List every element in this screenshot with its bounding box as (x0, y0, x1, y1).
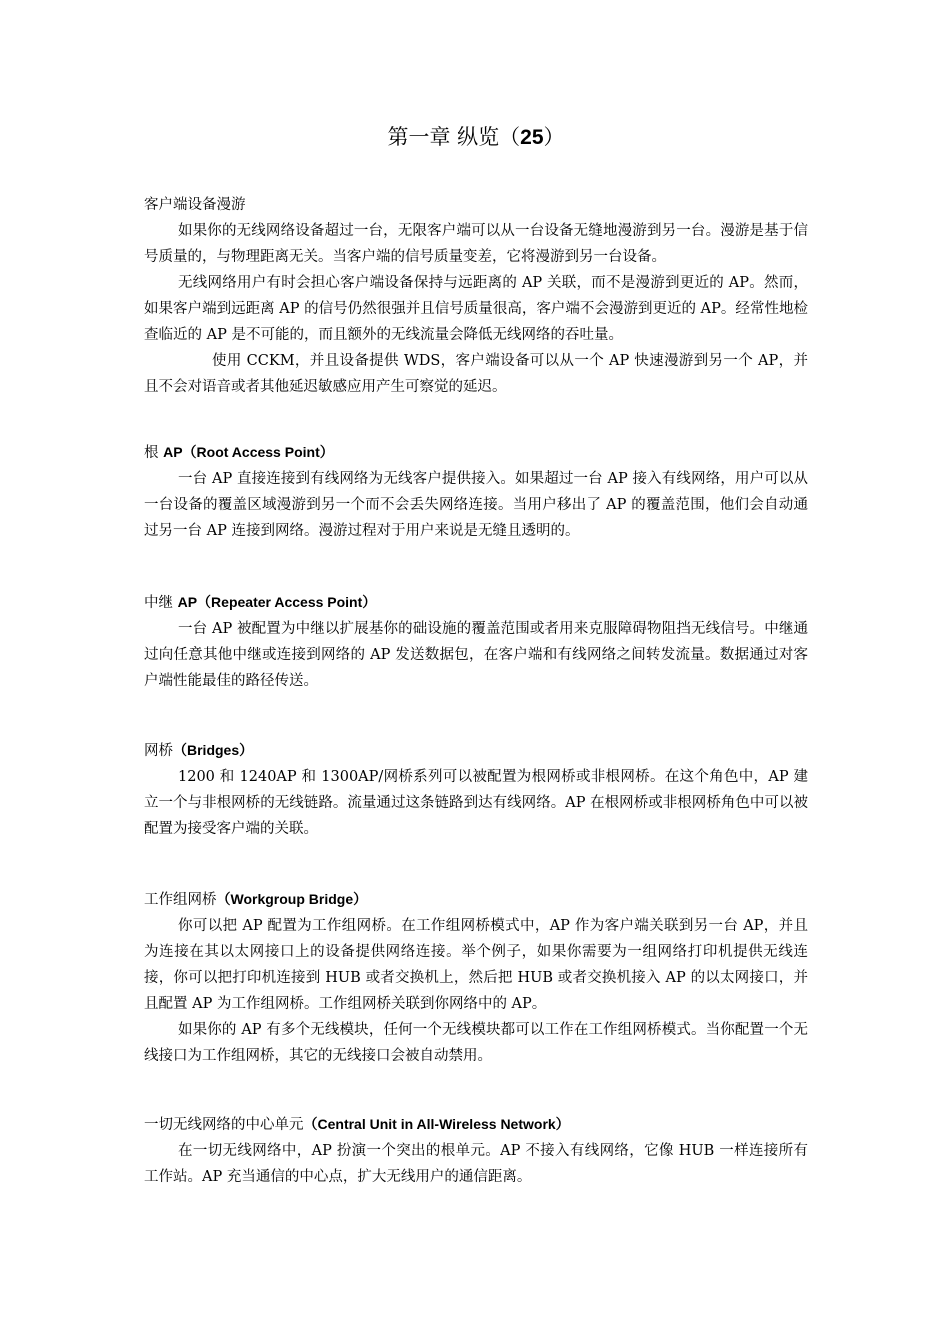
section-heading-cn: 根 (144, 445, 164, 461)
chapter-title (144, 122, 808, 153)
section-heading (144, 886, 808, 913)
section-root-ap (144, 439, 808, 544)
paragraph: 无线网络用户有时会担心客户端设备保持与远距离的 AP 关联，而不是漫游到更近的 AP。然而，如果客户端到远距离 AP 的信号仍然很强并且信号质量很高，客户端不会漫游到更近的 AP。经常性地检查临近的 AP 是不可能的，而且额外的无线流量会降低无线网络的吞吐量。 (144, 275, 808, 343)
paragraph: 如果你的 AP 有多个无线模块，任何一个无线模块都可以工作在工作组网桥模式。当你配置一个无线接口为工作组网桥，其它的无线接口会被自动禁用。 (144, 1022, 808, 1064)
section-repeater-ap (144, 589, 808, 694)
paragraph: 一台 AP 直接连接到有线网络为无线客户提供接入。如果超过一台 AP 接入有线网络，用户可以从一台设备的覆盖区域漫游到另一个而不会丢失网络连接。当用户移出了 AP 的覆盖范围，他们会自动通过另一台 AP 连接到网络。漫游过程对于用户来说是无缝且透明的。 (144, 471, 808, 539)
section-heading (144, 737, 808, 764)
section-heading (144, 191, 808, 218)
paragraph: 使用 CCKM，并且设备提供 WDS，客户端设备可以从一个 AP 快速漫游到另一个 AP，并且不会对语音或者其他延迟敏感应用产生可察觉的延迟。 (144, 353, 808, 395)
section-heading-en: （Central Unit in All-Wireless Network） (303, 1116, 570, 1132)
section-heading-en: （Workgroup Bridge） (216, 891, 368, 907)
section-bridges (144, 737, 808, 842)
paragraph: 1200 和 1240AP 和 1300AP/网桥系列可以被配置为根网桥或非根网桥。在这个角色中，AP 建立一个与非根网桥的无线链路。流量通过这条链路到达有线网络。AP 在根网桥或非根网桥角色中可以被配置为接受客户端的关联。 (144, 769, 808, 837)
section-heading (144, 439, 808, 466)
section-workgroup-bridge (144, 886, 808, 1069)
section-client-roaming (144, 191, 808, 400)
section-heading-cn: 网桥 (144, 743, 173, 759)
paragraph: 在一切无线网络中，AP 扮演一个突出的根单元。AP 不接入有线网络，它像 HUB 一样连接所有工作站。AP 充当通信的中心点，扩大无线用户的通信距离。 (144, 1143, 808, 1185)
section-heading-en: （Bridges） (173, 742, 254, 758)
chapter-title-number: 25 (520, 126, 544, 149)
section-heading (144, 1111, 808, 1138)
section-heading-en: AP（Root Access Point） (163, 444, 334, 460)
paragraph: 你可以把 AP 配置为工作组网桥。在工作组网桥模式中，AP 作为客户端关联到另一台 AP，并且为连接在其以太网接口上的设备提供网络连接。举个例子，如果你需要为一组网络打印机提供无线连接，你可以把打印机连接到 HUB 或者交换机上，然后把 HUB 或者交换机接入 AP 的以太网接口，并且配置 AP 为工作组网桥。工作组网桥关联到你网络中的 AP。 (144, 918, 808, 1012)
section-heading (144, 589, 808, 616)
section-heading-cn: 一切无线网络的中心单元 (144, 1117, 304, 1133)
section-heading-cn: 中继 (144, 595, 178, 611)
section-heading-cn: 客户端设备漫游 (144, 197, 246, 213)
chapter-title-suffix: ） (543, 125, 565, 149)
chapter-title-prefix: 第一章 纵览（ (387, 125, 521, 149)
paragraph: 一台 AP 被配置为中继以扩展基你的础设施的覆盖范围或者用来克服障碍物阻挡无线信号。中继通过向任意其他中继或连接到网络的 AP 发送数据包，在客户端和有线网络之间转发流量。数据通过对客户端性能最佳的路径传送。 (144, 621, 808, 689)
section-heading-en: AP（Repeater Access Point） (177, 594, 377, 610)
section-central-unit (144, 1111, 808, 1190)
section-heading-cn: 工作组网桥 (144, 892, 217, 908)
paragraph: 如果你的无线网络设备超过一台，无限客户端可以从一台设备无缝地漫游到另一台。漫游是基于信号质量的，与物理距离无关。当客户端的信号质量变差，它将漫游到另一台设备。 (144, 223, 808, 265)
